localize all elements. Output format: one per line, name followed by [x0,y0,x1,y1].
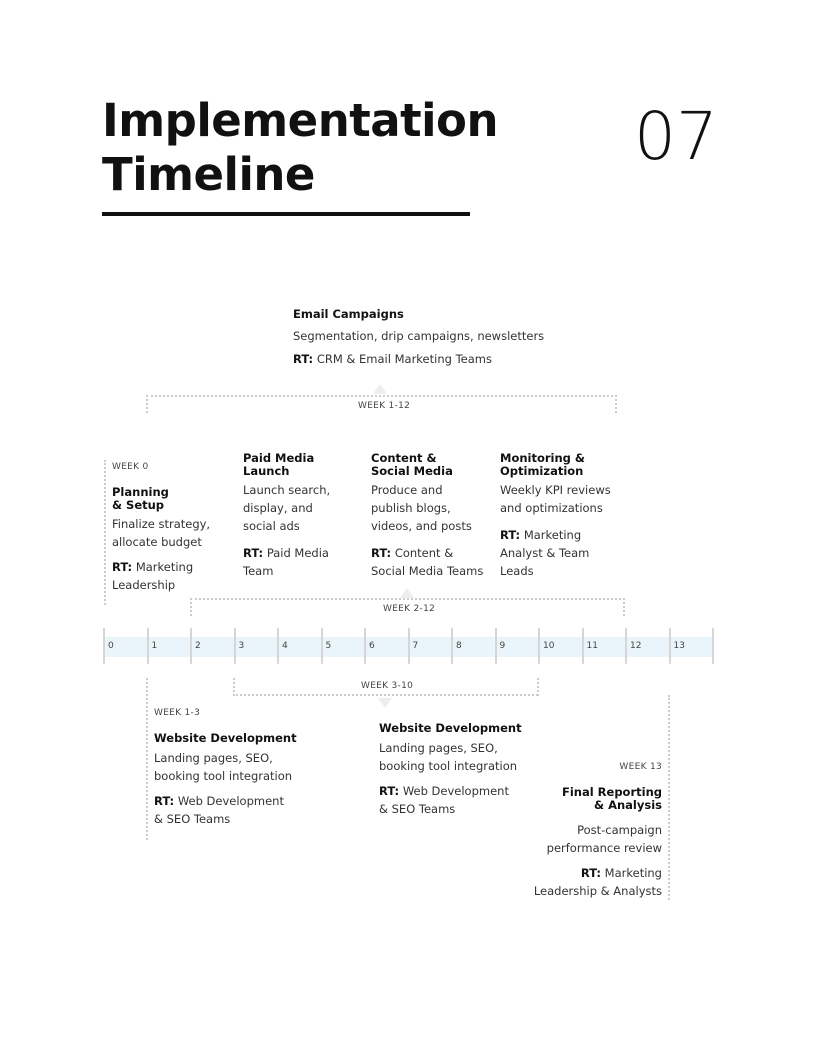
timeline-week-label: 9 [499,641,506,651]
item-rt: Marketing [523,528,582,542]
timeline-tick [103,628,105,664]
item-title: Final Reporting [561,785,662,799]
item-desc: Weekly KPI reviews [500,483,611,497]
timeline-week-label: 12 [630,641,642,651]
timeline-week-label: 10 [543,641,555,651]
final-reporting-block [462,762,662,900]
bracket-week-2-12 [190,598,625,600]
item-rt: & SEO Teams [379,802,456,816]
content-social-block [371,452,483,580]
timeline-week-label: 2 [195,641,201,651]
week-label: WEEK 0 [112,462,149,472]
timeline-week-label: 7 [412,641,419,651]
timeline-week-label: 1 [151,641,158,651]
item-desc: performance review [546,841,662,855]
item-title: Website Development [379,721,522,735]
item-desc: Launch search, [243,483,331,497]
item-desc: social ads [243,519,300,533]
timeline-week-label: 3 [238,641,245,651]
bracket-label: WEEK 3-10 [361,681,414,691]
timeline-week-label: 6 [369,641,375,651]
item-rt: Paid Media [266,546,329,560]
timeline-week-label: 11 [586,641,598,651]
bracket-week-3-10 [233,694,538,696]
bracket-edge [623,598,625,616]
timeline-tick [277,628,279,664]
bracket-edge [233,678,235,696]
section-number: 07 [634,98,718,175]
monitoring-block [500,452,611,580]
timeline-week-label: 0 [108,641,114,651]
timeline-tick [190,628,192,664]
website-development-block-1 [154,708,297,828]
timeline-week-label: 13 [673,641,685,651]
week-1-marker-line [146,678,148,840]
timeline-tick [451,628,453,664]
week-label: WEEK 1-3 [154,708,201,718]
timeline-tick [234,628,236,664]
pointer-triangle [373,384,387,394]
item-desc: videos, and posts [371,519,472,533]
timeline-tick [408,628,410,664]
item-desc: publish blogs, [371,501,451,515]
bracket-edge [190,598,192,616]
pointer-triangle [400,588,414,598]
timeline-tick [495,628,497,664]
item-rt: Leads [500,564,534,578]
item-rt: & SEO Teams [154,812,231,826]
item-desc: Post-campaign [577,823,662,837]
title-line-2: Timeline [102,148,315,201]
item-rt: Web Development [177,794,284,808]
rt-label: RT: [580,866,602,880]
item-title: Social Media [371,464,453,478]
item-desc: Finalize strategy, [112,517,211,531]
item-rt: Web Development [402,784,509,798]
item-title: & Analysis [594,798,662,812]
timeline-week-label: 4 [282,641,288,651]
timeline-tick [147,628,149,664]
page-title [102,94,498,202]
timeline-tick [582,628,584,664]
item-desc: and optimizations [500,501,603,515]
item-rt: Marketing [135,560,194,574]
timeline-tick [364,628,366,664]
item-title: Content & [371,451,437,465]
item-title: Email Campaigns [293,307,404,321]
item-rt: Marketing [604,866,662,880]
item-desc: Landing pages, SEO, [379,741,498,755]
item-title: Monitoring & [500,451,585,465]
item-desc: display, and [243,501,313,515]
title-underline [102,212,470,216]
item-desc: booking tool integration [154,769,293,783]
rt-label: RT: [371,546,392,560]
item-title: Paid Media [243,451,315,465]
timeline-tick [538,628,540,664]
timeline-week-label: 5 [325,641,332,651]
bracket-edge [615,395,617,413]
timeline-tick [625,628,627,664]
item-title: Launch [243,464,290,478]
item-desc: Landing pages, SEO, [154,751,273,765]
timeline-tick [321,628,323,664]
rt-label: RT: [154,794,175,808]
item-rt: Leadership & Analysts [533,884,662,898]
item-desc: booking tool integration [379,759,518,773]
item-desc: Produce and [371,483,443,497]
bracket-label: WEEK 2-12 [383,604,436,614]
planning-setup-block [112,462,210,594]
week-13-marker-line [668,695,670,900]
rt-label: RT: [500,528,521,542]
item-title: Website Development [154,731,297,745]
rt-label: RT: [379,784,400,798]
item-title: & Setup [112,498,165,512]
title-line-1: Implementation [102,94,499,147]
week-label: WEEK 13 [619,762,662,772]
item-desc: Segmentation, drip campaigns, newsletters [293,329,545,343]
item-desc: allocate budget [112,535,202,549]
rt-label: RT: [293,352,314,366]
item-rt: Leadership [112,578,176,592]
rt-label: RT: [112,560,133,574]
week-0-marker-line [104,460,106,605]
bracket-label: WEEK 1-12 [358,401,411,411]
item-rt: CRM & Email Marketing Teams [316,352,492,366]
timeline-week-label: 8 [456,641,462,651]
pointer-triangle [378,698,392,708]
rt-label: RT: [243,546,264,560]
timeline-tick [712,628,714,664]
item-rt: Social Media Teams [371,564,484,578]
item-title: Planning [112,485,169,499]
paid-media-block [243,452,330,580]
bracket-week-1-12 [146,395,617,397]
item-rt: Team [243,564,274,578]
bracket-edge [146,395,148,413]
bracket-edge [537,678,539,696]
email-campaigns-block [293,308,544,368]
item-rt: Content & [394,546,454,560]
timeline-tick [669,628,671,664]
item-rt: Analyst & Team [500,546,590,560]
item-title: Optimization [500,464,584,478]
